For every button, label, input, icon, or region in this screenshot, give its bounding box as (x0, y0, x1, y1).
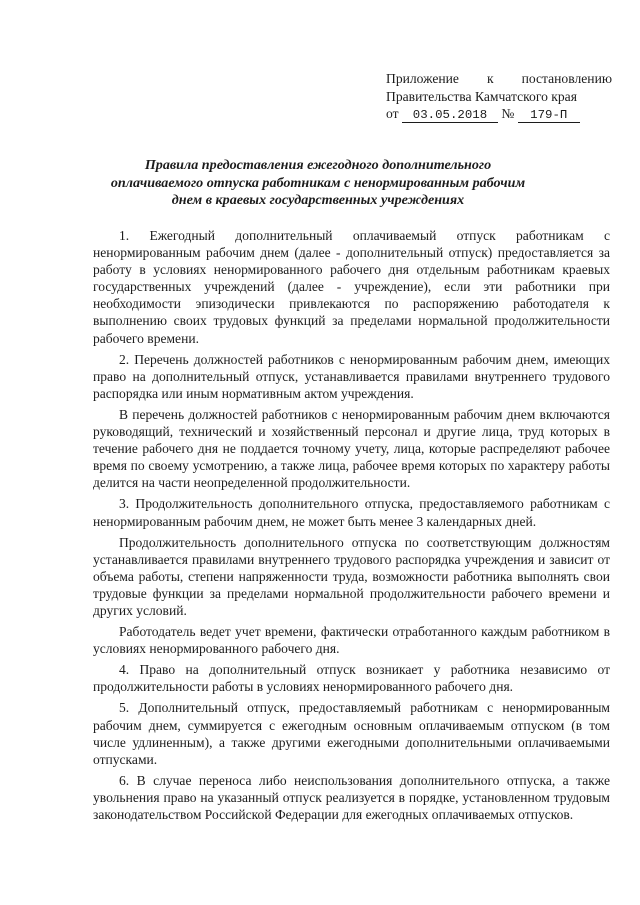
appendix-line-2: Правительства Камчатского края (386, 88, 577, 104)
appendix-line-3 (386, 105, 612, 123)
resolution-number: 179-П (518, 108, 580, 123)
paragraph-4: 3. Продолжительность дополнительного отпуска, предоставляемого работникам с ненормированным рабочим днем, не может быть менее 3 календарных дней. (93, 496, 610, 529)
appendix-line-1 (386, 70, 612, 88)
paragraph-6: Работодатель ведет учет времени, фактически отработанного каждым работником в условиях ненормированного рабочего дня. (93, 624, 610, 657)
number-prefix: № (501, 106, 515, 121)
paragraph-8: 5. Дополнительный отпуск, предоставляемый работникам с ненормированным рабочим днем, суммируется с ежегодным основным оплачиваемым отпуском (в том числе удлиненным), а также другими ежегодными дополнительными оплачиваемыми отпусками. (93, 700, 610, 767)
document-body (93, 227, 610, 827)
appendix-word-resolution: постановлению (521, 71, 612, 86)
date-prefix: от (386, 106, 399, 121)
appendix-block (386, 70, 612, 123)
paragraph-7: 4. Право на дополнительный отпуск возникает у работника независимо от продолжительности работы в условиях ненормированного рабочего дня. (93, 662, 610, 695)
paragraph-1: 1. Ежегодный дополнительный оплачиваемый отпуск работникам с ненормированным рабочим днем (далее - дополнительный отпуск) предоставляется за работу в условиях ненормированного рабочего дня отдельным работникам краевых государственных учреждений (далее - учреждение), если эти работники при необходимости эпизодически привлекаются по распоряжению работодателя к выполнению своих трудовых функций за пределами нормальной продолжительности рабочего времени. (93, 228, 610, 346)
paragraph-5: Продолжительность дополнительного отпуска по соответствующим должностям устанавливается правилами внутреннего трудового распорядка учреждения и зависит от объема работы, степени напряженности труда, возможности работника выполнять свои трудовые функции за пределами нормальной продолжительности рабочего времени и других условий. (93, 534, 610, 618)
paragraph-9: 6. В случае переноса либо неиспользования дополнительного отпуска, а также увольнения право на указанный отпуск реализуется в порядке, установленном трудовым законодательством Российской Федерации для ежегодных оплачиваемых отпусков. (93, 772, 610, 822)
paragraph-2: 2. Перечень должностей работников с ненормированным рабочим днем, имеющих право на дополнительный отпуск, устанавливается правилами внутреннего трудового распорядка или иным нормативным актом учреждения. (93, 351, 610, 401)
appendix-word-annex: Приложение (386, 71, 459, 86)
document-title: Правила предоставления ежегодного дополнительного оплачиваемого отпуска работникам с ненормированным рабочим днем в краевых государственных учреждениях (110, 157, 526, 208)
paragraph-3: В перечень должностей работников с ненормированным рабочим днем включаются руководящий, технический и хозяйственный персонал и другие лица, труд которых в течение рабочего дня не поддается точному учету, лица, которые распределяют рабочее время по своему усмотрению, а также лица, рабочее время которых по характеру работы делится на части неопределенной продолжительности. (93, 406, 610, 491)
appendix-word-to: к (486, 71, 494, 86)
resolution-date: 03.05.2018 (402, 108, 498, 123)
